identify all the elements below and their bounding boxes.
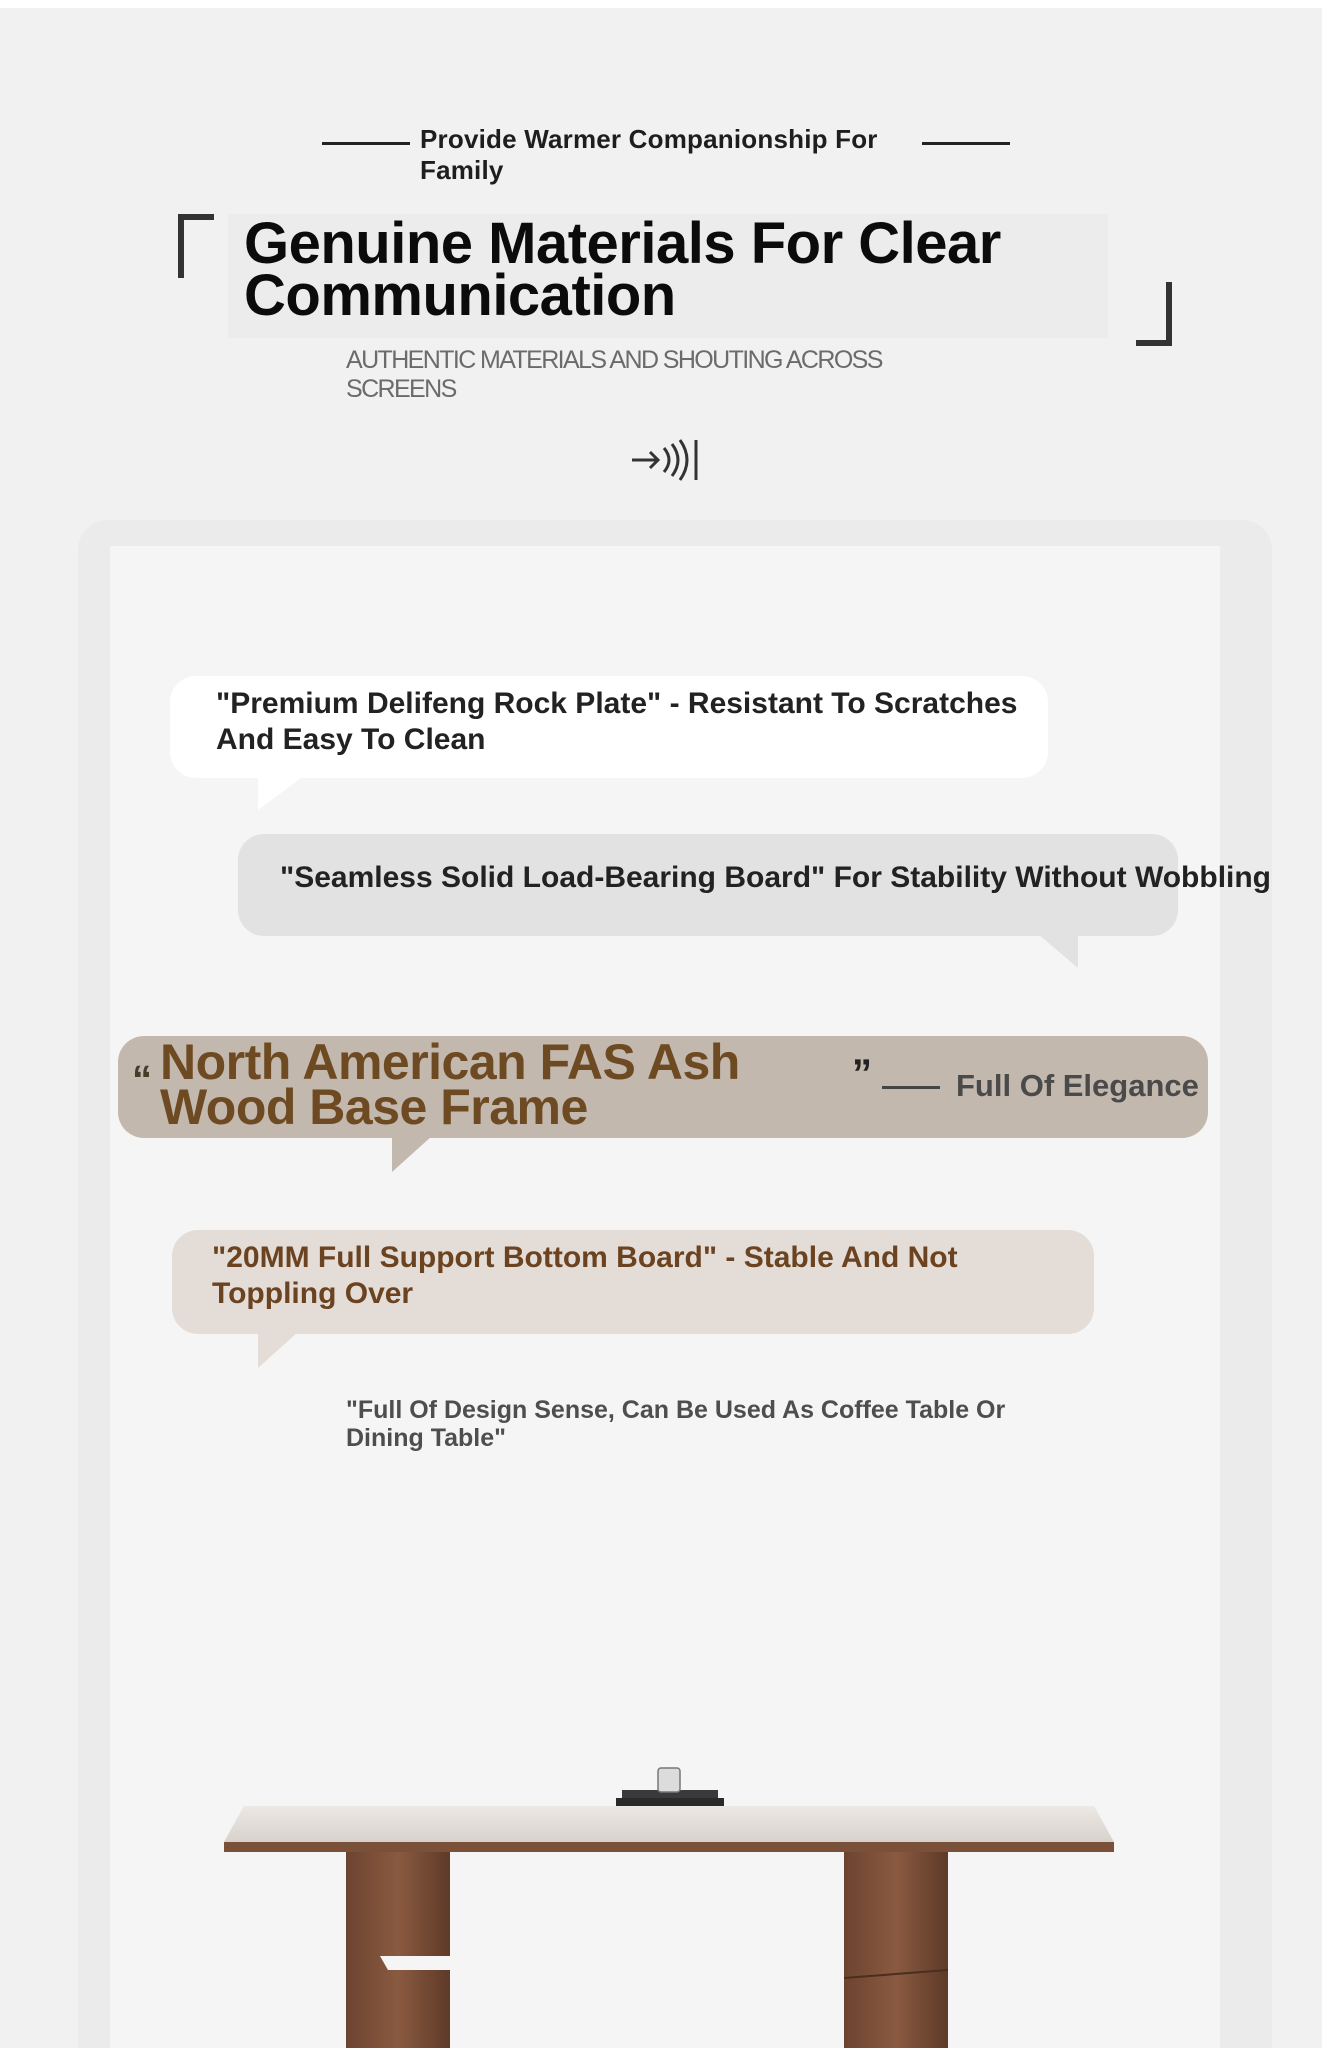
- subtitle-rule-right: [922, 142, 1010, 145]
- speech-bubble-ash-wood: [118, 1036, 1208, 1138]
- page-title: Genuine Materials For Clear Communication: [244, 211, 1001, 328]
- bubble-headline: North American FAS Ash Wood Base Frame: [160, 1034, 740, 1135]
- bubble-tail: [258, 776, 304, 810]
- bubble-aside: Full Of Elegance: [956, 1068, 1199, 1103]
- subtitle: Provide Warmer Companionship For Family: [420, 124, 878, 185]
- speech-bubble-rock-plate: [170, 676, 1048, 778]
- speech-bubble-bottom-board: [172, 1230, 1094, 1334]
- bubble-text: "Premium Delifeng Rock Plate" - Resistant To Scratches And Easy To Clean: [216, 687, 1018, 756]
- open-quote-icon: “: [132, 1058, 152, 1102]
- bubble-tail: [392, 1136, 432, 1172]
- page-caption: AUTHENTIC MATERIALS AND SHOUTING ACROSS SCREENS: [346, 346, 882, 403]
- bubble-text: "Seamless Solid Load-Bearing Board" For Stability Without Wobbling: [280, 861, 1272, 894]
- bubble-tail: [1038, 934, 1078, 968]
- corner-bracket-top-left: [178, 214, 214, 278]
- bubble-tail: [258, 1332, 298, 1368]
- subtitle-row: [0, 122, 1322, 185]
- close-quote-icon: ”: [852, 1052, 872, 1096]
- speech-bubble-load-bearing: [238, 834, 1272, 936]
- top-border: [0, 0, 1322, 8]
- aside-dash: [882, 1086, 940, 1089]
- corner-bracket-bottom-right: [1136, 282, 1172, 346]
- table-product-image: [218, 1760, 1118, 2048]
- design-note: "Full Of Design Sense, Can Be Used As Coffee Table Or Dining Table": [346, 1396, 1006, 1452]
- bubble-text: "20MM Full Support Bottom Board" - Stable And Not Toppling Over: [212, 1241, 958, 1310]
- subtitle-rule-left: [322, 142, 410, 145]
- arrow-sound-waves-icon: [630, 432, 702, 488]
